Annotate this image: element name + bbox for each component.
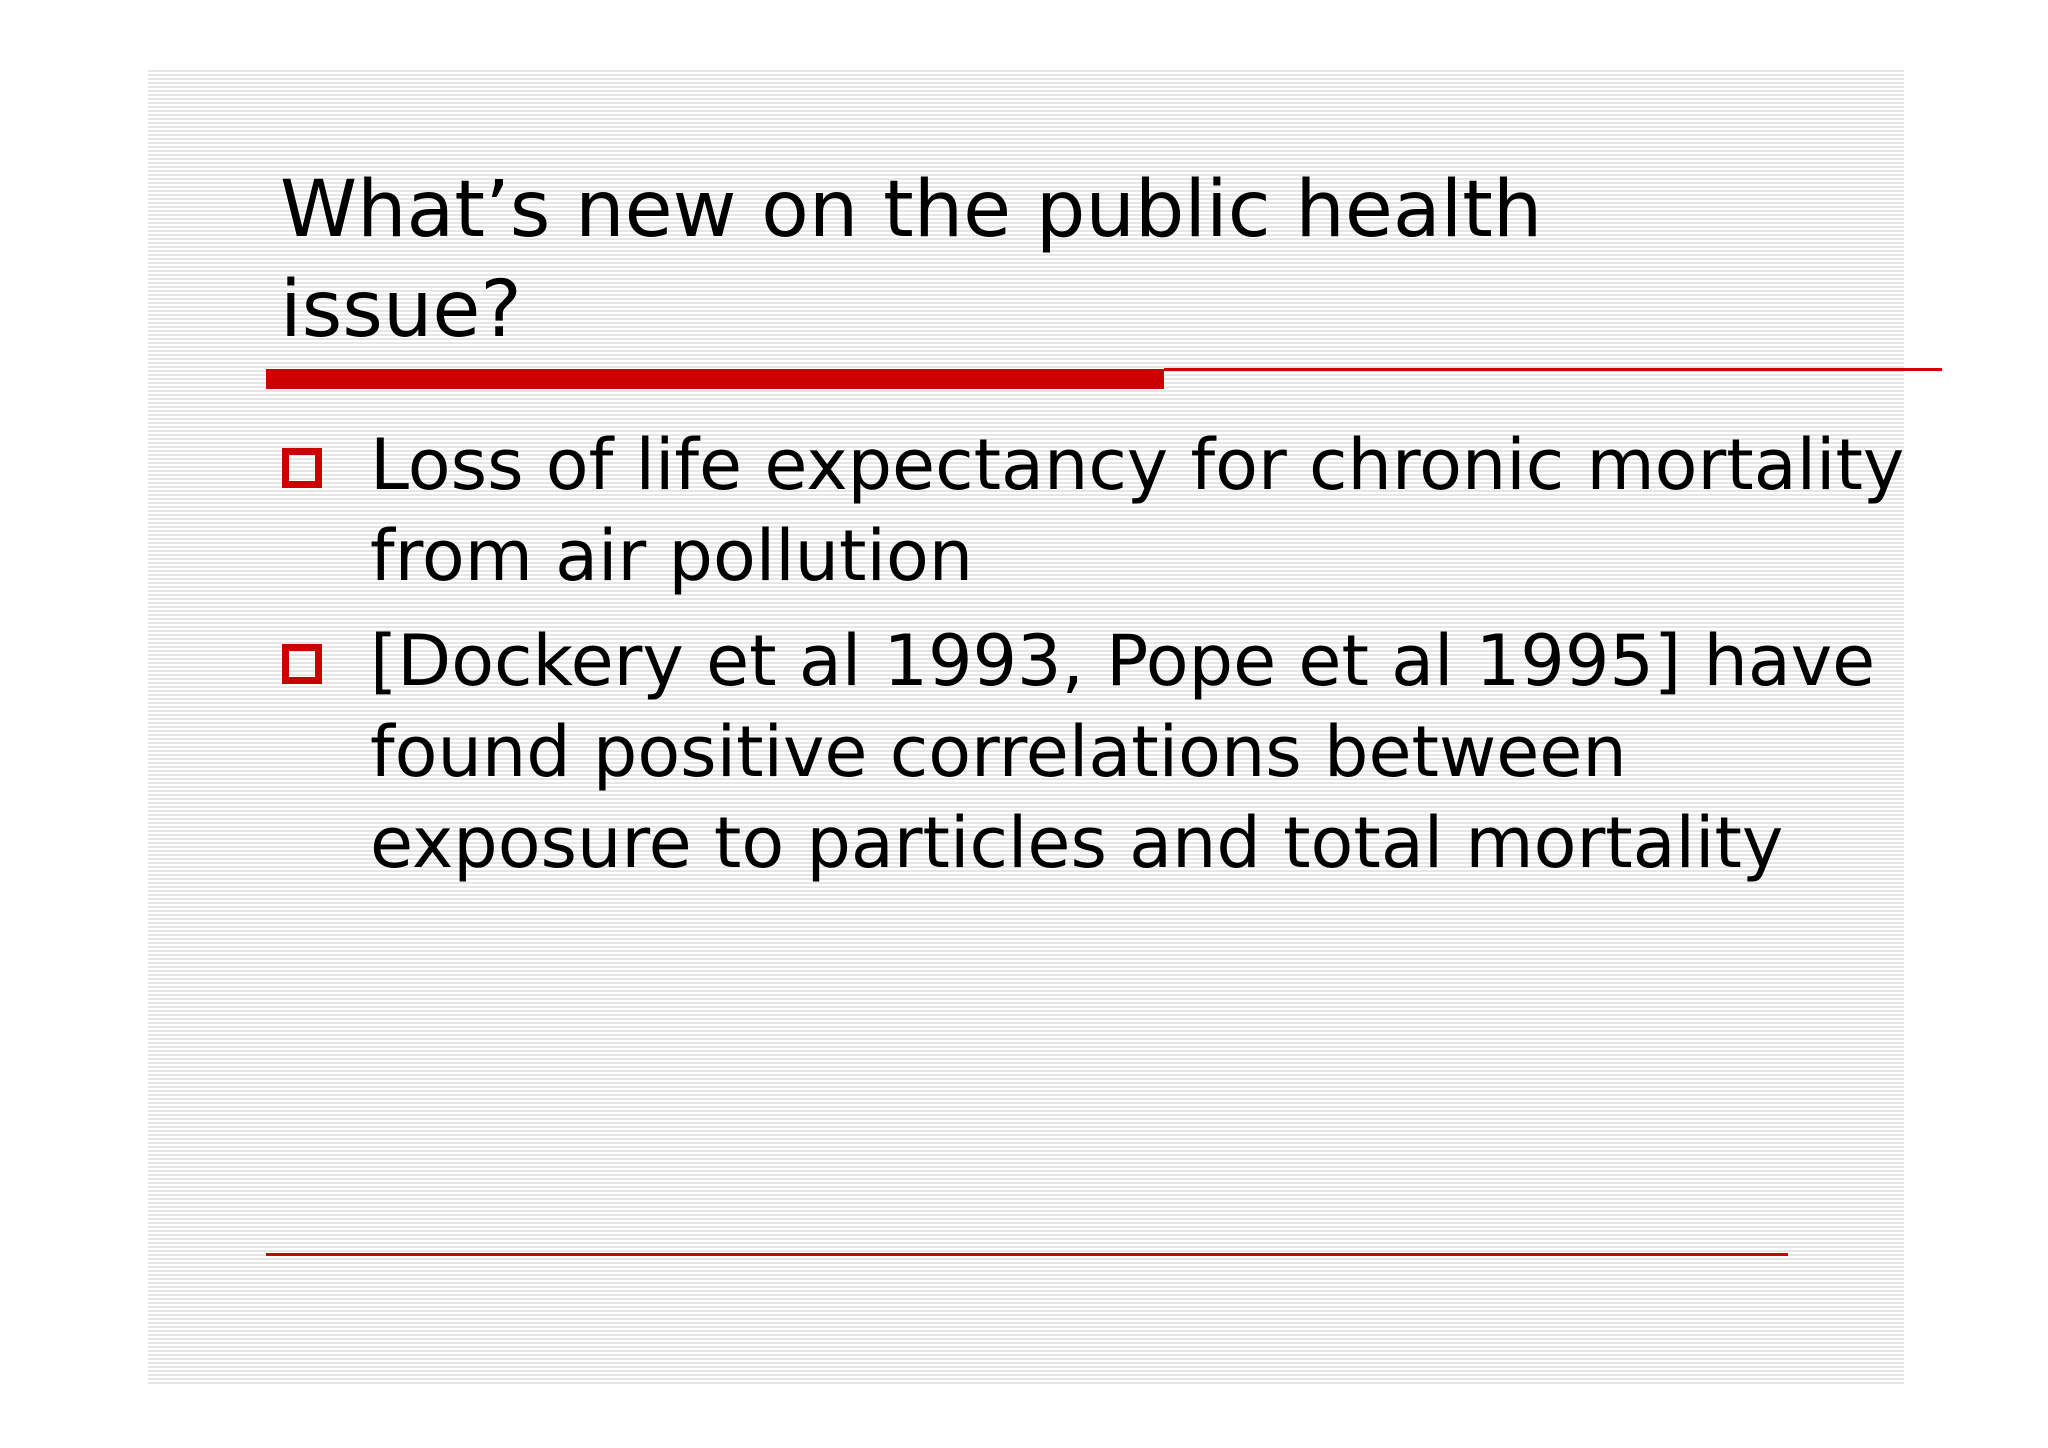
footer-divider [266,1253,1788,1256]
title-underline-thick [266,369,1164,389]
bullet-item [282,616,1922,889]
bullet-text: Loss of life expectancy for chronic mortality from air pollution [370,424,1905,597]
square-bullet-icon [282,448,322,488]
slide-title: What’s new on the public health issue? [280,165,1543,355]
slide [148,68,1904,1384]
bullet-item [282,420,1922,602]
square-bullet-icon [282,644,322,684]
bullet-text: [Dockery et al 1993, Pope et al 1995] have found positive correlations between exposure to particles and total mortality [370,620,1876,884]
bullet-list [282,420,1922,903]
title-underline-thin [1164,368,1942,371]
